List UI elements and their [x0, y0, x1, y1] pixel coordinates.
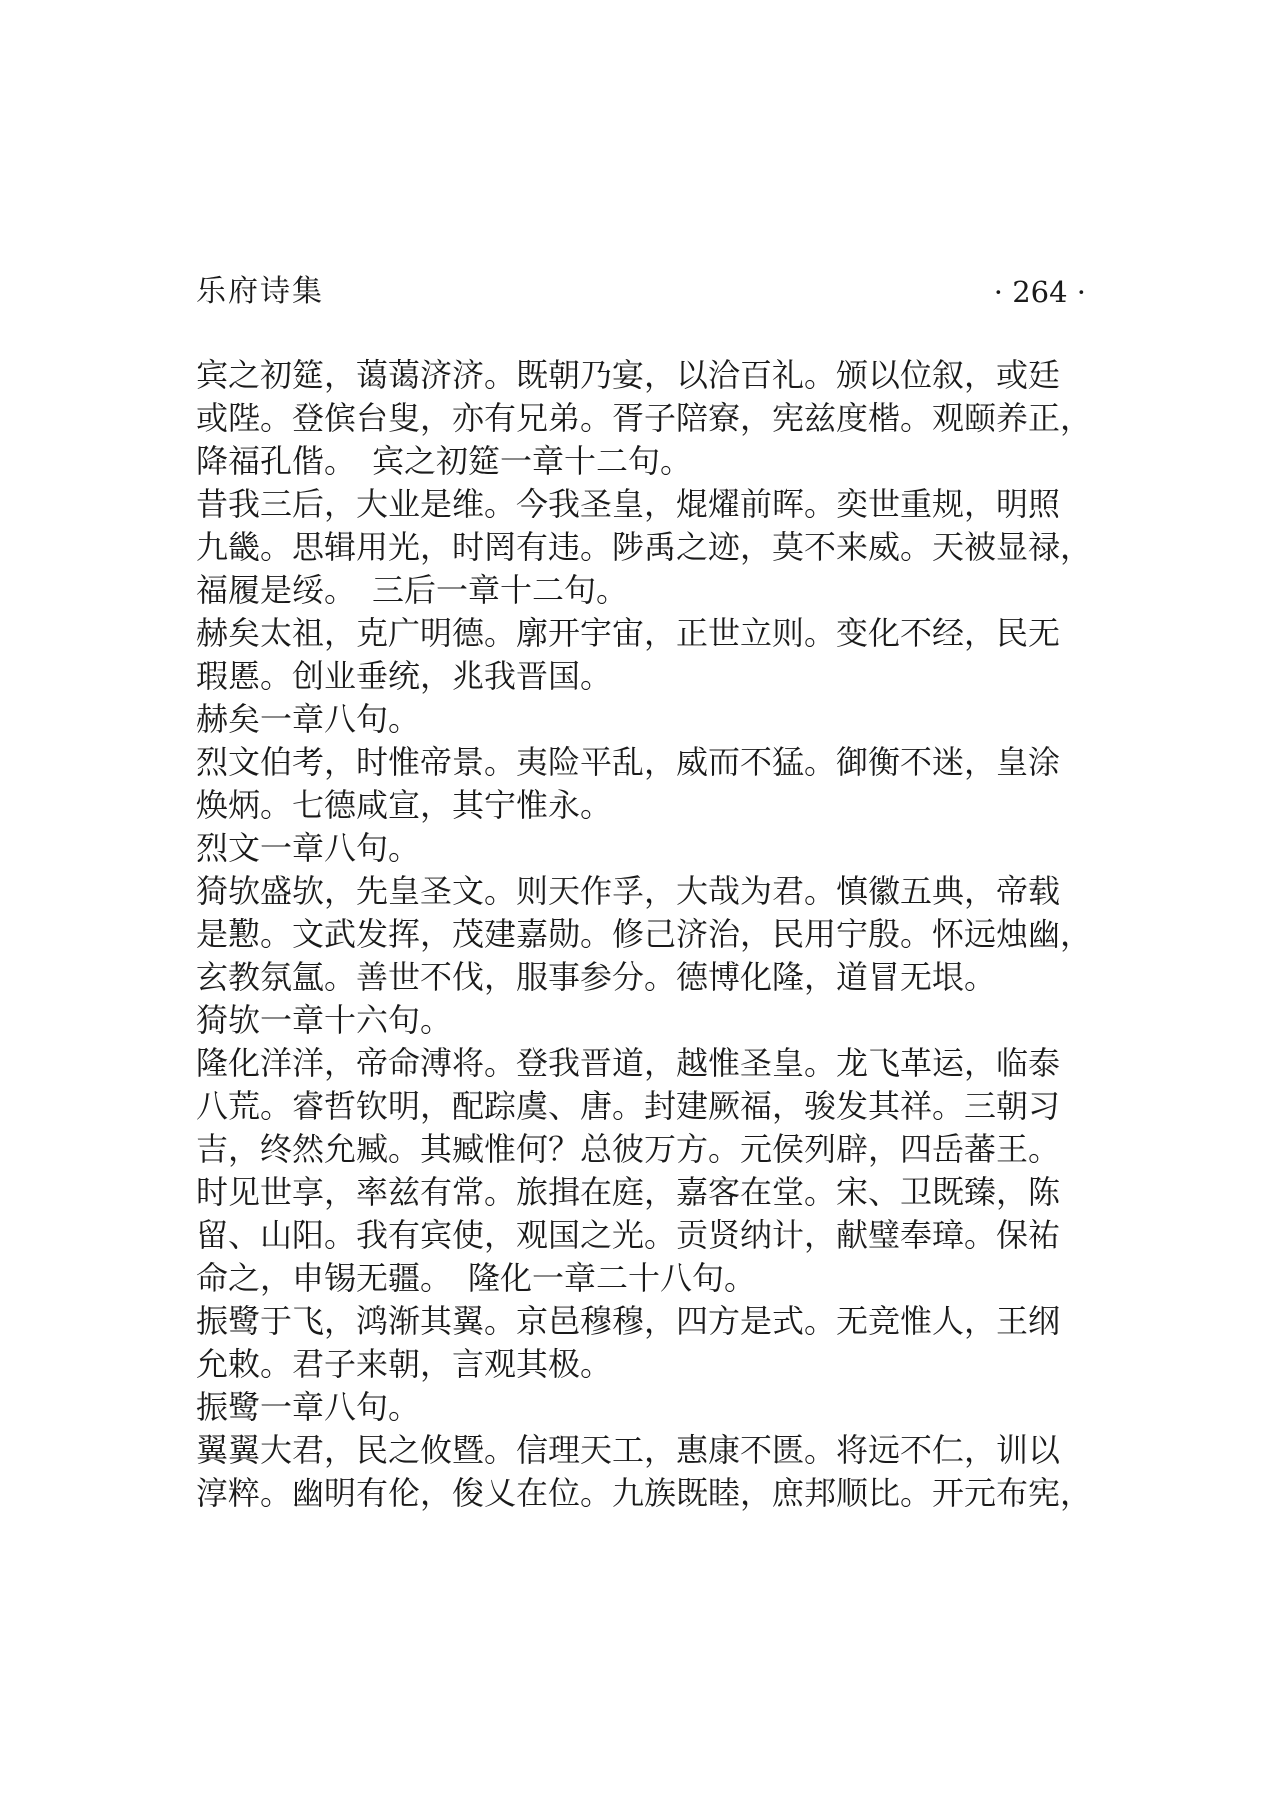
text-line: 留、山阳。我有宾使，观国之光。贡贤纳计，献璧奉璋。保祐 — [196, 1216, 1061, 1254]
text-line: 八荒。睿哲钦明，配踪虞、唐。封建厥福，骏发其祥。三朝习 — [196, 1087, 1061, 1125]
text-line: 玄教氛氲。善世不伐，服事参分。德博化隆，道冒无垠。 — [196, 958, 997, 996]
text-line: 瑕慝。创业垂统，兆我晋国。 — [196, 657, 613, 695]
text-line: 隆化洋洋，帝命溥将。登我晋道，越惟圣皇。龙飞革运，临泰 — [196, 1044, 1061, 1082]
book-title: 乐府诗集 — [196, 274, 324, 309]
text-line: 昔我三后，大业是维。今我圣皇，焜燿前晖。奕世重规，明照 — [196, 485, 1061, 523]
text-line: 宾之初筵，蔼蔼济济。既朝乃宴，以洽百礼。颁以位叙，或廷 — [196, 356, 1061, 394]
text-line: 或陛。登傧台叟，亦有兄弟。胥子陪寮，宪兹度楷。观颐养正， — [196, 399, 1093, 437]
text-line: 振鹭于飞，鸿渐其翼。京邑穆穆，四方是式。无竞惟人，王纲 — [196, 1302, 1061, 1340]
text-line: 赫矣一章八句。 — [196, 700, 421, 738]
page-header — [196, 270, 1086, 314]
text-line: 九畿。思辑用光，时罔有违。陟禹之迹，莫不来威。天被显禄， — [196, 528, 1093, 566]
text-line: 是懃。文武发挥，茂建嘉勋。修己济治，民用宁殷。怀远烛幽， — [196, 915, 1093, 953]
text-line: 猗欤盛欤，先皇圣文。则天作孚，大哉为君。慎徽五典，帝载 — [196, 872, 1061, 910]
page-number: · 264 · — [993, 275, 1086, 309]
text-line: 翼翼大君，民之攸暨。信理天工，惠康不匮。将远不仁，训以 — [196, 1431, 1061, 1469]
text-line: 福履是绥。 三后一章十二句。 — [196, 571, 629, 609]
text-line: 烈文伯考，时惟帝景。夷险平乱，威而不猛。御衡不迷，皇涂 — [196, 743, 1061, 781]
text-line: 允敕。君子来朝，言观其极。 — [196, 1345, 613, 1383]
text-line: 振鹭一章八句。 — [196, 1388, 421, 1426]
text-line: 淳粹。幽明有伦，俊乂在位。九族既睦，庶邦顺比。开元布宪， — [196, 1474, 1093, 1512]
text-line: 降福孔偕。 宾之初筵一章十二句。 — [196, 442, 693, 480]
poem-body — [196, 354, 1096, 1515]
text-line: 赫矣太祖，克广明德。廓开宇宙，正世立则。变化不经，民无 — [196, 614, 1061, 652]
text-line: 吉，终然允臧。其臧惟何？总彼万方。元侯列辟，四岳蕃王。 — [196, 1130, 1061, 1168]
text-line: 烈文一章八句。 — [196, 829, 421, 867]
text-line: 时见世享，率兹有常。旅揖在庭，嘉客在堂。宋、卫既臻，陈 — [196, 1173, 1061, 1211]
text-line: 焕炳。七德咸宣，其宁惟永。 — [196, 786, 613, 824]
text-line: 猗欤一章十六句。 — [196, 1001, 453, 1039]
text-line: 命之，申锡无疆。 隆化一章二十八句。 — [196, 1259, 757, 1297]
